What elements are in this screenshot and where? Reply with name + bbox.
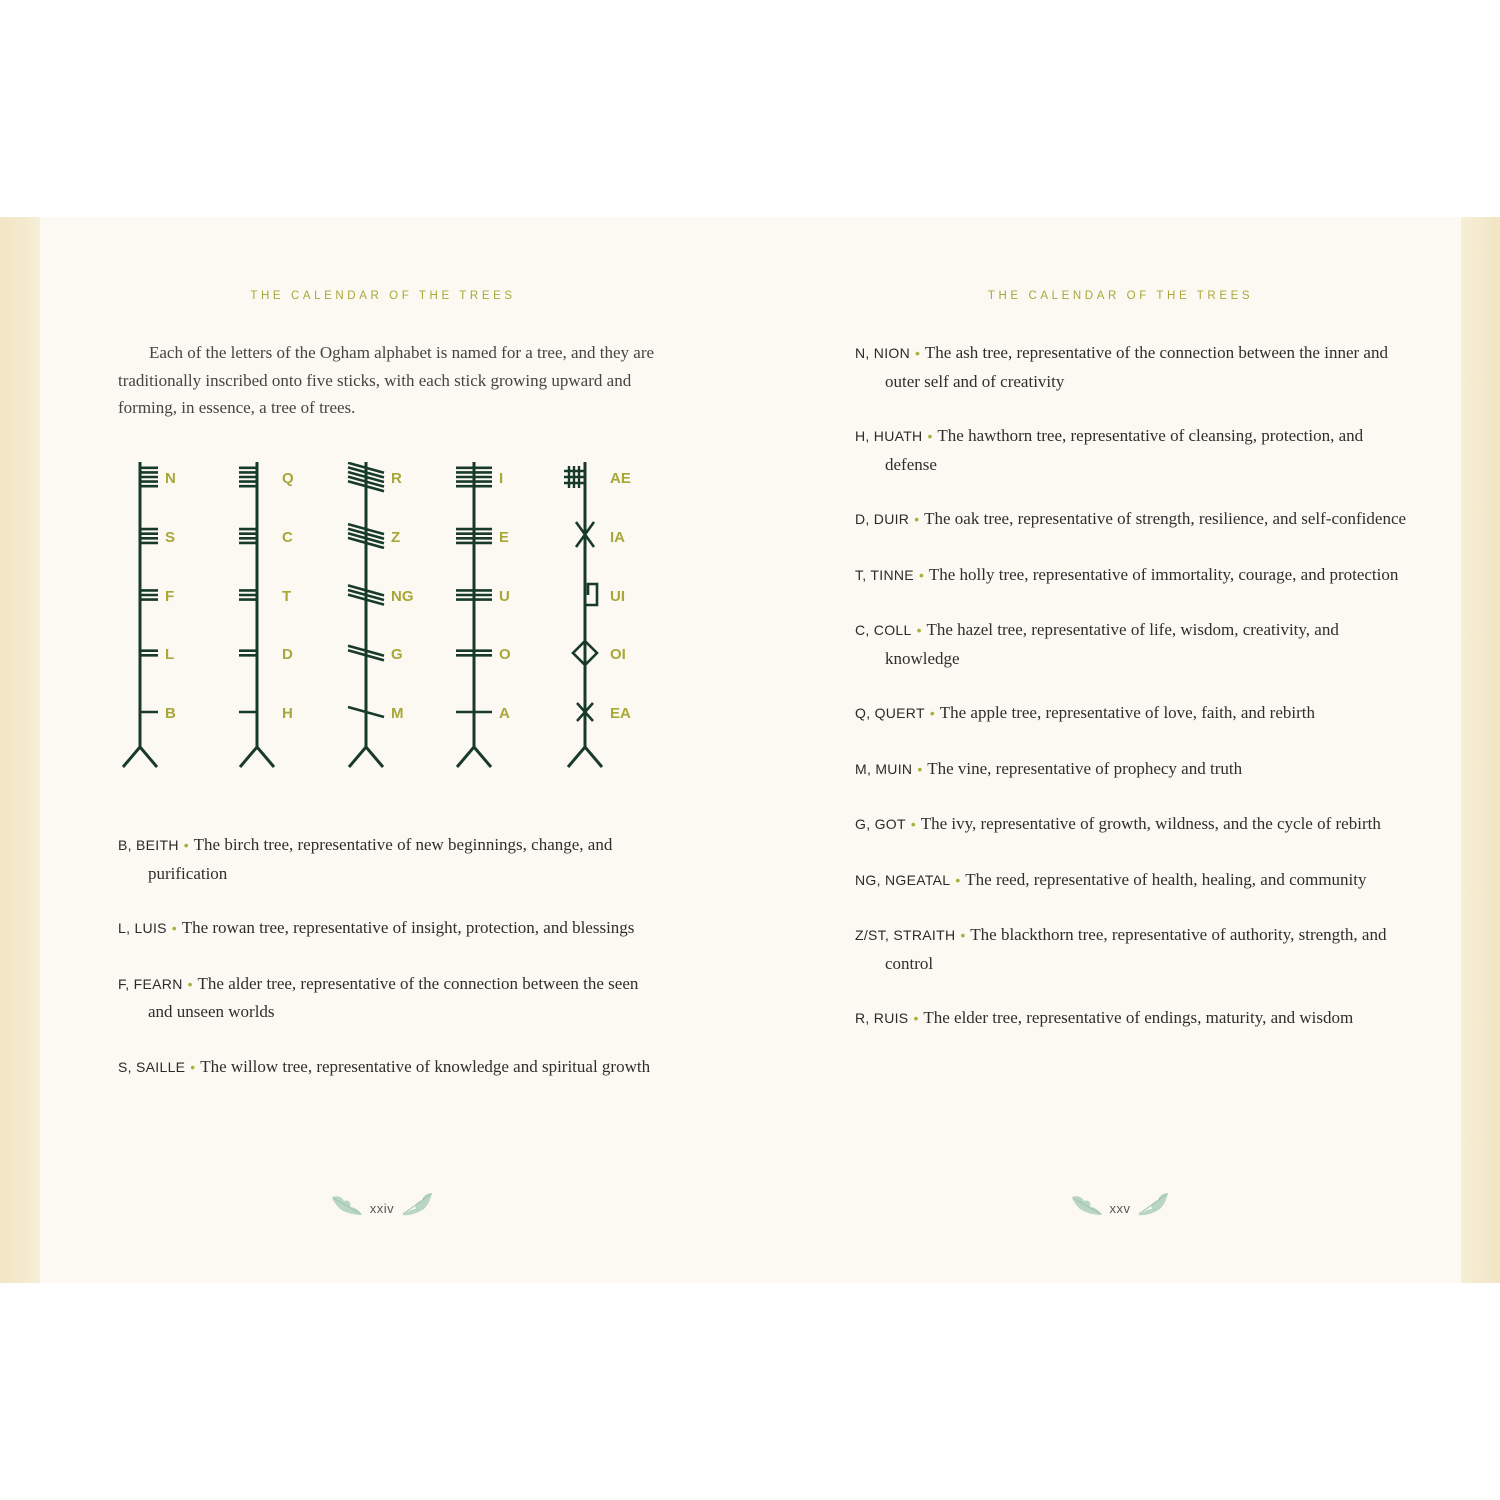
entry-text: The holly tree, representative of immortality, courage, and protection: [928, 564, 1399, 584]
running-head-left: THE CALENDAR OF THE TREES: [250, 290, 516, 302]
stick-root-left: [123, 747, 140, 767]
entry-text: The willow tree, representative of knowledge and spiritual growth: [200, 1056, 651, 1076]
ogham-letter-label: A: [499, 705, 510, 722]
bullet-dot: •: [913, 1010, 919, 1026]
entry-code: C, COLL: [855, 622, 912, 638]
entry-text: The hazel tree, representative of life, wisdom, creativity, and knowledge: [885, 620, 1339, 668]
entry-code: Z/ST, STRAITH: [855, 927, 956, 943]
stick-root-left: [457, 747, 474, 767]
entry-b: [118, 831, 658, 887]
entry-text: The reed, representative of health, healing, and community: [965, 869, 1367, 889]
left-page: [40, 217, 750, 1283]
entry-text: The blackthorn tree, representative of authority, strength, and control: [885, 925, 1387, 973]
ogham-letter-label: Q: [282, 470, 294, 487]
ogham-letter-label: S: [165, 529, 176, 546]
entry-r: [855, 1004, 1415, 1033]
bullet-dot: •: [918, 566, 924, 583]
stick-root-left: [349, 747, 366, 767]
bullet-dot: •: [914, 511, 920, 527]
ogham-stick-5: [564, 462, 631, 767]
entry-t: [855, 561, 1415, 590]
entry-code: B, BEITH: [118, 837, 179, 853]
running-head-right: THE CALENDAR OF THE TREES: [987, 290, 1254, 302]
entry-n: [855, 339, 1415, 395]
entry-g: [855, 810, 1415, 839]
bullet-dot: •: [187, 975, 193, 992]
ogham-letter-label: O: [499, 646, 511, 663]
bullet-dot: •: [183, 837, 189, 853]
ogham-letter-label: UI: [610, 588, 625, 605]
stick-root-right: [366, 747, 383, 767]
ogham-stick-4: [456, 462, 511, 767]
entry-text: The alder tree, representative of the connection between the seen and unseen worlds: [148, 973, 639, 1021]
entry-code: Q, QUERT: [855, 705, 925, 721]
ogham-letter-label: F: [165, 588, 175, 605]
ogham-letter-label: Z: [391, 529, 401, 546]
entry-code: S, SAILLE: [118, 1058, 186, 1075]
entry-text: The vine, representative of prophecy and truth: [927, 758, 1243, 778]
ogham-stroke: [585, 584, 597, 605]
entry-text: The oak tree, representative of strength, resilience, and self-confidence: [924, 509, 1407, 528]
entry-code: T, TINNE: [855, 566, 914, 583]
entry-h: [855, 422, 1415, 478]
ogham-letter-label: T: [282, 588, 292, 605]
bullet-dot: •: [927, 428, 933, 444]
entry-m: [855, 755, 1415, 784]
entry-q: [855, 699, 1415, 728]
bullet-dot: •: [929, 705, 935, 721]
bullet-dot: •: [916, 622, 922, 638]
ogham-letter-label: G: [391, 646, 403, 663]
entry-text: The apple tree, representative of love, faith, and rebirth: [939, 703, 1315, 722]
ogham-letter-label: AE: [610, 470, 631, 487]
entry-code: N, NION: [855, 345, 910, 361]
stick-root-right: [257, 747, 274, 767]
left-entry-list: [118, 831, 658, 1081]
ogham-letter-label: N: [165, 470, 176, 487]
ogham-letter-label: D: [282, 646, 293, 663]
entry-ng: [855, 866, 1415, 895]
ogham-letter-label: OI: [610, 646, 626, 663]
entry-text: The hawthorn tree, representative of cleansing, protection, and defense: [885, 426, 1364, 474]
entry-zst: [855, 921, 1415, 977]
ogham-letter-label: I: [499, 470, 504, 487]
entry-text: The ivy, representative of growth, wildness, and the cycle of rebirth: [920, 814, 1381, 833]
entry-text: The birch tree, representative of new beginnings, change, and purification: [148, 835, 613, 883]
ogham-letter-label: H: [282, 705, 293, 722]
entry-code: D, DUIR: [855, 511, 910, 527]
book-spread: [0, 217, 1500, 1283]
ogham-stick-2: [239, 462, 294, 767]
entry-code: H, HUATH: [855, 428, 923, 444]
page-edge-right: [1461, 217, 1500, 1283]
page-number-left: xxiv: [369, 1201, 395, 1216]
ogham-letter-label: U: [499, 588, 510, 605]
entry-code: M, MUIN: [855, 760, 913, 777]
bullet-dot: •: [910, 816, 916, 832]
ogham-stick-1: [123, 462, 176, 767]
bullet-dot: •: [917, 760, 923, 777]
stick-root-left: [568, 747, 585, 767]
bullet-dot: •: [915, 345, 920, 361]
oak-leaf-icon: [400, 1191, 434, 1220]
right-page: [750, 217, 1461, 1283]
entry-code: G, GOT: [855, 816, 906, 832]
entry-code: NG, NGEATAL: [855, 871, 951, 888]
entry-code: L, LUIS: [118, 920, 167, 936]
entry-text: The rowan tree, representative of insight, protection, and blessings: [181, 918, 635, 937]
entry-code: R, RUIS: [855, 1010, 909, 1026]
ogham-letter-label: M: [391, 705, 404, 722]
ogham-stick-3: [348, 462, 414, 767]
ogham-letter-label: NG: [391, 588, 414, 605]
oak-leaf-icon: [1136, 1191, 1170, 1220]
stick-root-right: [474, 747, 491, 767]
entry-text: The ash tree, representative of the connection between the inner and outer self and of creativity: [885, 343, 1388, 391]
oak-leaf-icon: [330, 1191, 364, 1220]
bullet-dot: •: [955, 871, 961, 888]
entry-code: F, FEARN: [118, 975, 183, 992]
ogham-letter-label: B: [165, 705, 176, 722]
ogham-letter-label: E: [499, 529, 510, 546]
ogham-letter-label: L: [165, 646, 175, 663]
ogham-letter-label: EA: [610, 705, 631, 722]
entry-l: [118, 914, 658, 943]
right-entry-list: [855, 339, 1415, 1033]
ogham-letter-label: C: [282, 529, 293, 546]
bullet-dot: •: [960, 927, 966, 943]
folio-left: [332, 1201, 432, 1216]
ogham-figure: [118, 462, 658, 782]
page-number-right: xxv: [1109, 1201, 1131, 1216]
entry-s: [118, 1053, 658, 1082]
stick-root-right: [585, 747, 602, 767]
ogham-letter-label: IA: [610, 529, 625, 546]
oak-leaf-icon: [1070, 1191, 1104, 1220]
entry-f: [118, 970, 658, 1026]
entry-d: [855, 505, 1415, 534]
ogham-letter-label: R: [391, 470, 402, 487]
folio-right: [1070, 1201, 1170, 1216]
bullet-dot: •: [171, 920, 177, 936]
stick-root-right: [140, 747, 157, 767]
intro-paragraph: Each of the letters of the Ogham alphabet is named for a tree, and they are traditionally inscribed onto five sticks, with each stick growing upward and forming, in essence, a tree of trees.: [118, 343, 655, 417]
bullet-dot: •: [190, 1058, 196, 1075]
entry-c: [855, 616, 1415, 672]
ogham-sticks-diagram: [118, 462, 658, 782]
page-edge-left: [0, 217, 40, 1283]
entry-text: The elder tree, representative of endings, maturity, and wisdom: [923, 1008, 1354, 1027]
stick-root-left: [240, 747, 257, 767]
